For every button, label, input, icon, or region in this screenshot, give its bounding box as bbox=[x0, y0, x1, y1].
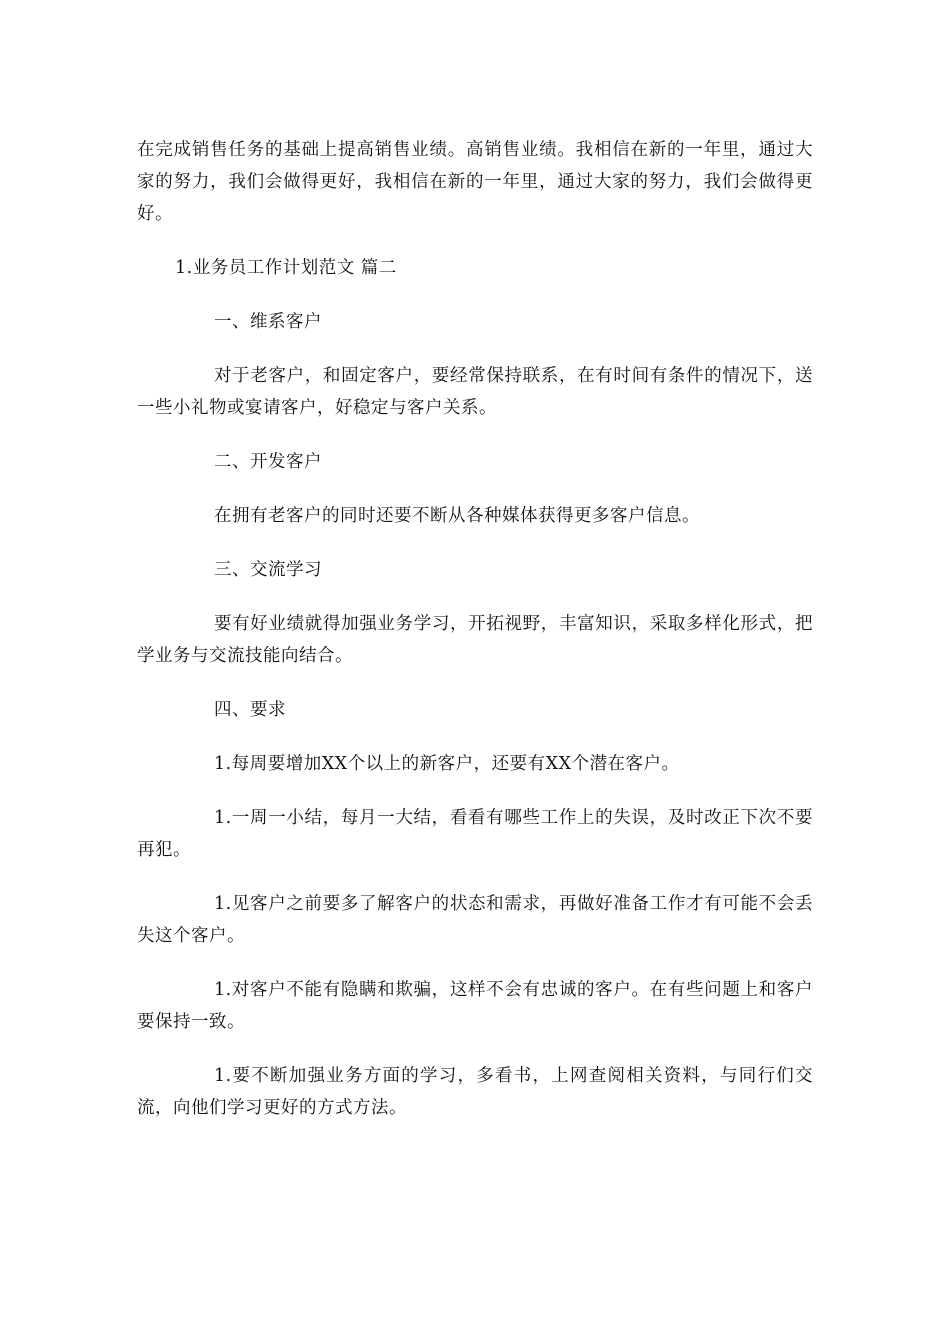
intro-paragraph: 在完成销售任务的基础上提高销售业绩。高销售业绩。我相信在新的一年里，通过大家的努力，我们会做得更好，我相信在新的一年里，通过大家的努力，我们会做得更好。 bbox=[137, 140, 813, 224]
paragraph-maintain-clients: 对于老客户，和固定客户，要经常保持联系，在有时间有条件的情况下，送一些小礼物或宴请客户，好稳定与客户关系。 bbox=[137, 366, 813, 418]
requirement-item: 1.见客户之前要多了解客户的状态和需求，再做好准备工作才有可能不会丢失这个客户。 bbox=[137, 894, 813, 946]
paragraph-develop-clients: 在拥有老客户的同时还要不断从各种媒体获得更多客户信息。 bbox=[214, 506, 700, 526]
heading-maintain-clients: 一、维系客户 bbox=[214, 312, 322, 332]
requirement-item: 1.要不断加强业务方面的学习，多看书，上网查阅相关资料，与同行们交流，向他们学习更好的方式方法。 bbox=[137, 1066, 813, 1118]
requirement-item: 1.每周要增加XX个以上的新客户，还要有XX个潜在客户。 bbox=[214, 754, 680, 774]
heading-requirements: 四、要求 bbox=[214, 700, 286, 720]
requirement-item: 1.一周一小结，每月一大结，看看有哪些工作上的失误，及时改正下次不要再犯。 bbox=[137, 808, 813, 860]
section-title: 1.业务员工作计划范文 篇二 bbox=[175, 258, 397, 278]
document-body bbox=[137, 134, 813, 1124]
requirement-item: 1.对客户不能有隐瞒和欺骗，这样不会有忠诚的客户。在有些问题上和客户要保持一致。 bbox=[137, 980, 813, 1032]
heading-develop-clients: 二、开发客户 bbox=[214, 452, 322, 472]
paragraph-exchange-learning: 要有好业绩就得加强业务学习，开拓视野，丰富知识，采取多样化形式，把学业务与交流技能向结合。 bbox=[137, 614, 813, 666]
heading-exchange-learning: 三、交流学习 bbox=[214, 560, 322, 580]
